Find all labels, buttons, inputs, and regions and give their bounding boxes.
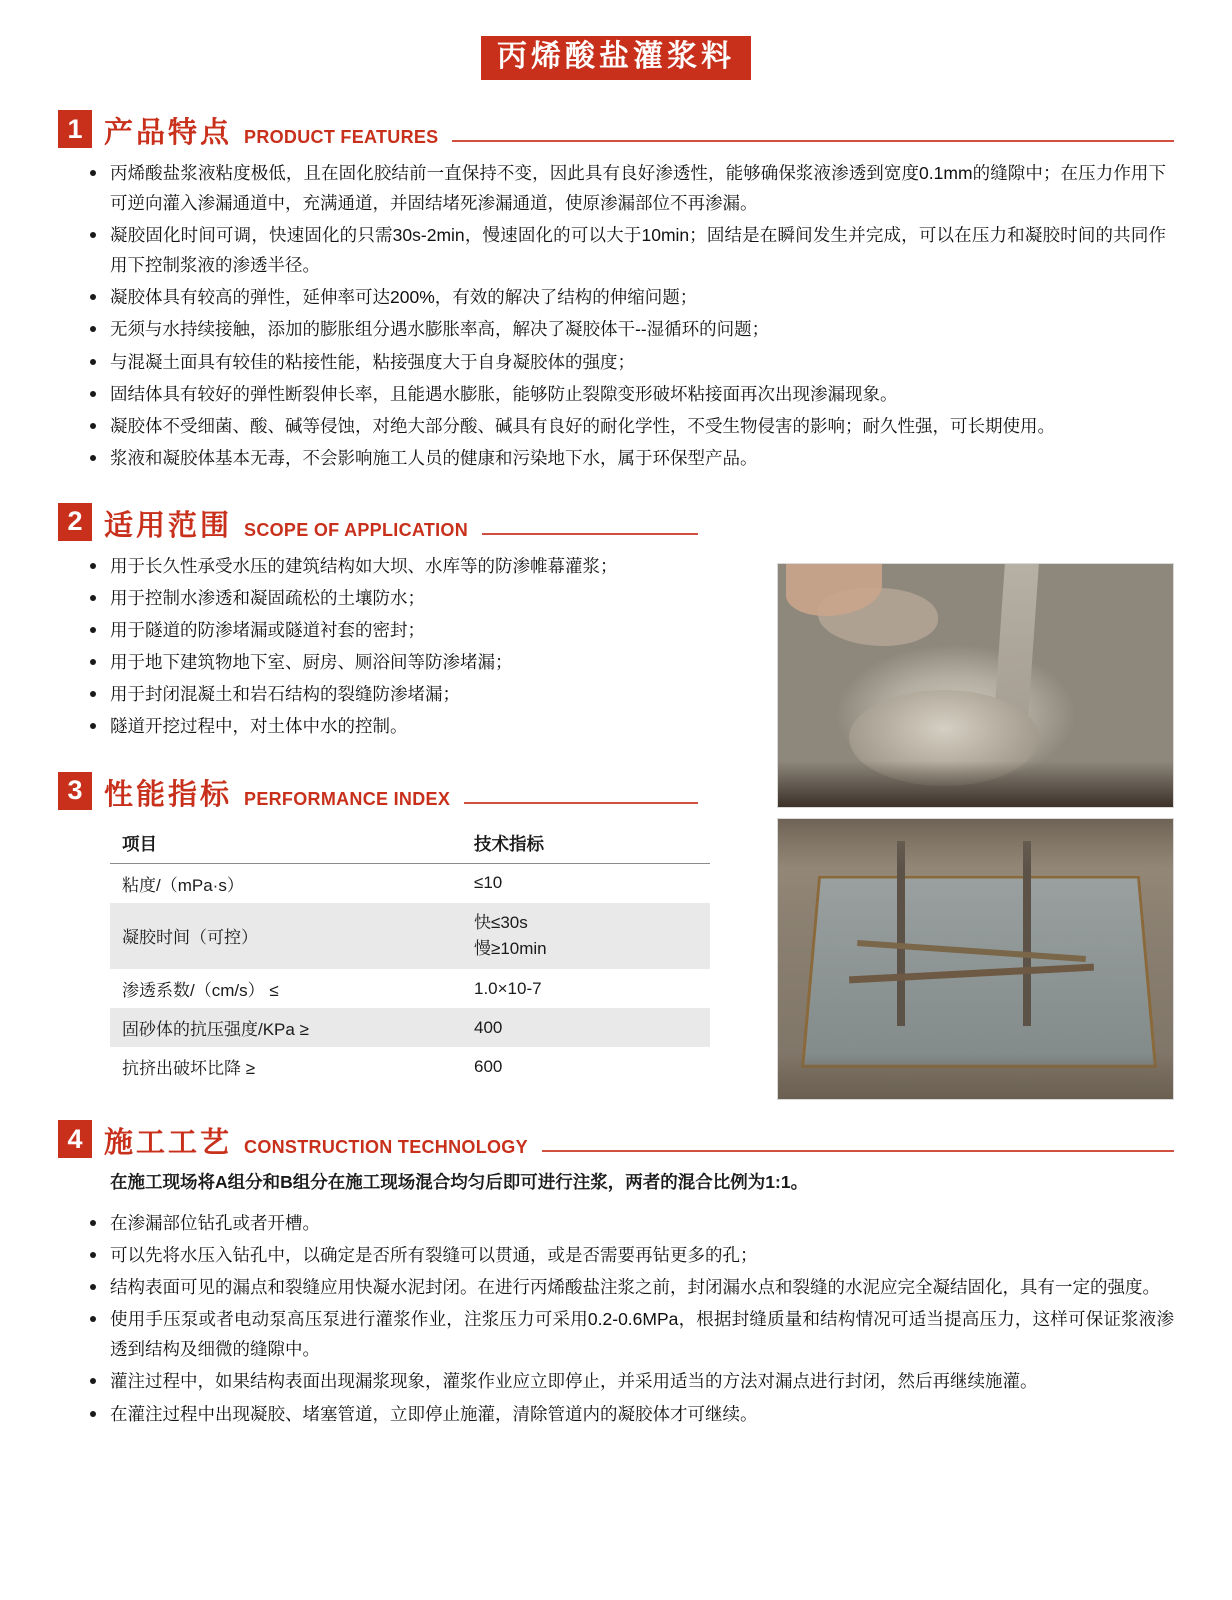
list-item: 在灌注过程中出现凝胶、堵塞管道，立即停止施灌，清除管道内的凝胶体才可继续。 (110, 1399, 1174, 1429)
cell-item: 渗透系数/（cm/s） ≤ (122, 981, 279, 1001)
table-row (110, 1008, 710, 1047)
list-item: 用于长久性承受水压的建筑结构如大坝、水库等的防渗帷幕灌浆； (110, 551, 698, 581)
section-heading (58, 110, 1174, 148)
section-title-cn: 性能指标 (104, 778, 233, 811)
section-divider (464, 802, 698, 804)
section-performance-index (58, 772, 698, 1087)
list-item: 丙烯酸盐浆液粘度极低，且在固化胶结前一直保持不变，因此具有良好渗透性，能够确保浆液渗透到宽度0.1mm的缝隙中；在压力作用下可逆向灌入渗漏通道中，充满通道，并固结堵死渗漏通道，使原渗漏部位不再渗漏。 (110, 158, 1174, 218)
list-item: 灌注过程中，如果结构表面出现漏浆现象，灌浆作业应立即停止，并采用适当的方法对漏点进行封闭，然后再继续施灌。 (110, 1366, 1174, 1396)
list-item: 固结体具有较好的弹性断裂伸长率，且能遇水膨胀，能够防止裂隙变形破坏粘接面再次出现渗漏现象。 (110, 379, 1174, 409)
list-item: 凝胶固化时间可调，快速固化的只需30s-2min，慢速固化的可以大于10min；固结是在瞬间发生并完成，可以在压力和凝胶时间的共同作用下控制浆液的渗透半径。 (110, 220, 1174, 280)
cell-value: 400 (462, 1008, 710, 1047)
photo-art (778, 564, 1173, 807)
section-number: 3 (58, 772, 92, 810)
list-item: 用于封闭混凝土和岩石结构的裂缝防渗堵漏； (110, 679, 698, 709)
list-item: 在渗漏部位钻孔或者开槽。 (110, 1208, 1174, 1238)
section-construction-technology (58, 1120, 1174, 1428)
list-item: 无须与水持续接触，添加的膨胀组分遇水膨胀率高，解决了凝胶体干--湿循环的问题； (110, 314, 1174, 344)
list-item: 凝胶体具有较高的弹性，延伸率可达200%，有效的解决了结构的伸缩问题； (110, 282, 1174, 312)
title-banner (58, 0, 1174, 80)
cell-value: 600 (474, 1056, 503, 1076)
section-number: 2 (58, 503, 92, 541)
section-title-en: SCOPE OF APPLICATION (244, 519, 469, 540)
table-row (110, 863, 710, 903)
section-product-features (58, 110, 1174, 473)
section-divider (542, 1150, 1174, 1152)
page-title: 丙烯酸盐灌浆料 (481, 36, 751, 80)
list-item: 用于控制水渗透和凝固疏松的土壤防水； (110, 583, 698, 613)
performance-table (110, 824, 710, 1087)
list-item: 使用手压泵或者电动泵高压泵进行灌浆作业，注浆压力可采用0.2-0.6MPa，根据封缝质量和结构情况可适当提高压力，这样可保证浆液渗透到结构及细微的缝隙中。 (110, 1304, 1174, 1364)
cell-value-line2: 慢≥10min (474, 938, 547, 958)
table-row (110, 1047, 710, 1086)
section-title-en: PERFORMANCE INDEX (244, 788, 451, 809)
list-item: 用于隧道的防渗堵漏或隧道衬套的密封； (110, 615, 698, 645)
section-number: 1 (58, 110, 92, 148)
section-divider (452, 140, 1174, 142)
section-number: 4 (58, 1120, 92, 1158)
scope-list (58, 551, 698, 742)
section-title-cn: 适用范围 (104, 509, 233, 542)
photo-grout-mixing (777, 563, 1174, 808)
photo-art (778, 819, 1173, 1099)
table-header-row (110, 824, 710, 864)
feature-list (58, 158, 1174, 473)
list-item: 结构表面可见的漏点和裂缝应用快凝水泥封闭。在进行丙烯酸盐注浆之前，封闭漏水点和裂缝的水泥应完全凝结固化，具有一定的强度。 (110, 1272, 1174, 1302)
construction-lead-text: 在施工现场将A组分和B组分在施工现场混合均匀后即可进行注浆，两者的混合比例为1:1。 (110, 1172, 809, 1193)
list-item: 凝胶体不受细菌、酸、碱等侵蚀，对绝大部分酸、碱具有良好的耐化学性，不受生物侵害的影响；耐久性强，可长期使用。 (110, 411, 1174, 441)
section-title-cn: 施工工艺 (104, 1127, 233, 1160)
column-header-value: 技术指标 (462, 824, 710, 864)
cell-item: 粘度/（mPa·s） (122, 875, 244, 895)
cell-value-line1: 快≤30s (474, 912, 528, 932)
list-item: 浆液和凝胶体基本无毒，不会影响施工人员的健康和污染地下水，属于环保型产品。 (110, 443, 1174, 473)
list-item: 用于地下建筑物地下室、厨房、厕浴间等防渗堵漏； (110, 647, 698, 677)
list-item: 可以先将水压入钻孔中，以确定是否所有裂缝可以贯通，或是否需要再钻更多的孔； (110, 1240, 1174, 1270)
cell-item: 凝胶时间（可控） (110, 903, 462, 970)
section-divider (482, 533, 698, 535)
table-row (110, 903, 710, 970)
section-heading (58, 1120, 1174, 1158)
section-title-cn: 产品特点 (104, 117, 233, 149)
cell-value: ≤10 (474, 873, 503, 892)
photo-concrete-slab (777, 818, 1174, 1100)
list-item: 与混凝土面具有较佳的粘接性能，粘接强度大于自身凝胶体的强度； (110, 347, 1174, 377)
section-title-en: CONSTRUCTION TECHNOLOGY (244, 1137, 528, 1158)
cell-value: 1.0×10-7 (474, 978, 542, 998)
cell-item: 抗挤出破坏比降 ≥ (122, 1059, 256, 1079)
section-scope-of-application (58, 503, 698, 742)
cell-item: 固砂体的抗压强度/KPa ≥ (110, 1008, 462, 1047)
table-row (110, 969, 710, 1008)
column-header-item: 项目 (110, 824, 462, 864)
cell-value (462, 903, 710, 970)
list-item: 隧道开挖过程中，对土体中水的控制。 (110, 711, 698, 741)
section-title-en: PRODUCT FEATURES (244, 127, 439, 147)
section-heading (58, 772, 698, 810)
section-heading (58, 503, 698, 541)
construction-list (58, 1208, 1174, 1429)
